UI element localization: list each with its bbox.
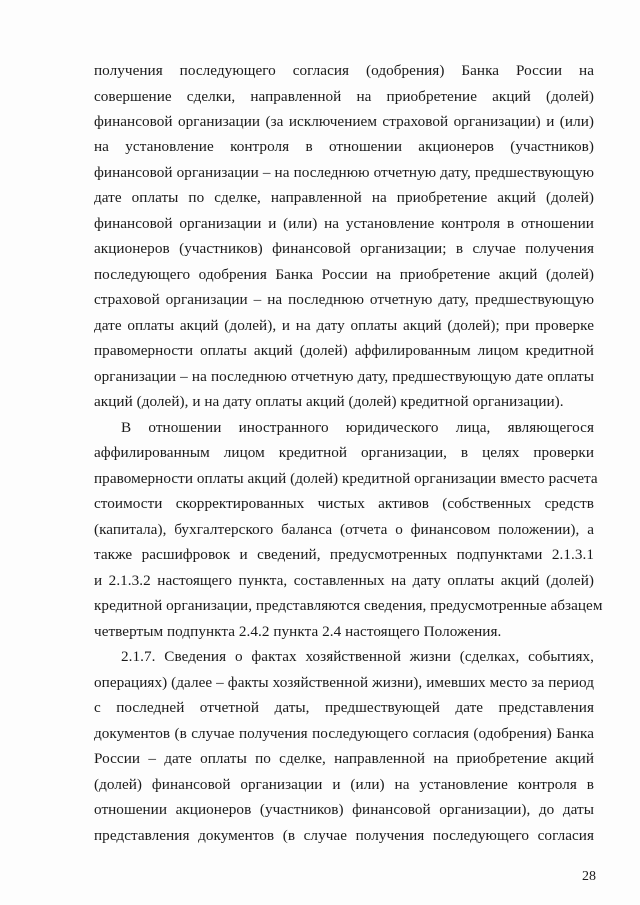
- text-line: акционеров (участников) финансовой организации; в случае получения: [94, 240, 594, 257]
- text-line: финансовой организации – на последнюю отчетную дату, предшествующую: [94, 164, 594, 181]
- text-line: страховой организации – на последнюю отчетную дату, предшествующую: [94, 291, 594, 308]
- text-line: (капитала), бухгалтерского баланса (отчета о финансовом положении), а: [94, 521, 594, 538]
- text-line: организации – на последнюю отчетную дату, предшествующую дате оплаты: [94, 368, 594, 385]
- paragraph-first-line: В отношении иностранного юридического лица, являющегося: [121, 419, 594, 436]
- text-line: и 2.1.3.2 настоящего пункта, составленных на дату оплаты акций (долей): [94, 572, 594, 589]
- paragraph-first-line: 2.1.7. Сведения о фактах хозяйственной жизни (сделках, событиях,: [121, 648, 594, 665]
- text-line: дате оплаты по сделке, направленной на приобретение акций (долей): [94, 189, 594, 206]
- text-line: стоимости скорректированных чистых активов (собственных средств: [94, 495, 594, 512]
- text-line: кредитной организации, представляются сведения, предусмотренные абзацем: [94, 597, 603, 614]
- text-line: акций (долей), и на дату оплаты акций (долей) кредитной организации).: [94, 393, 564, 410]
- text-line: дате оплаты акций (долей), и на дату оплаты акций (долей); при проверке: [94, 317, 594, 334]
- text-line: отношении акционеров (участников) финансовой организации), до даты: [94, 801, 594, 818]
- text-line: четвертым подпункта 2.4.2 пункта 2.4 настоящего Положения.: [94, 623, 502, 640]
- text-line: России – дате оплаты по сделке, направленной на приобретение акций: [94, 750, 594, 767]
- text-line: финансовой организации и (или) на установление контроля в отношении: [94, 215, 594, 232]
- text-line: финансовой организации (за исключением страховой организации) и (или): [94, 113, 594, 130]
- text-line: также расшифровок и сведений, предусмотренных подпунктами 2.1.3.1: [94, 546, 594, 563]
- text-line: с последней отчетной даты, предшествующей дате представления: [94, 699, 594, 716]
- text-line: правомерности оплаты акций (долей) кредитной организации вместо расчета: [94, 470, 598, 487]
- text-line: получения последующего согласия (одобрения) Банка России на: [94, 62, 594, 79]
- text-line: последующего одобрения Банка России на приобретение акций (долей): [94, 266, 594, 283]
- text-line: правомерности оплаты акций (долей) аффилированным лицом кредитной: [94, 342, 594, 359]
- text-line: на установление контроля в отношении акционеров (участников): [94, 138, 594, 155]
- text-line: документов (в случае получения последующего согласия (одобрения) Банка: [94, 725, 594, 742]
- text-line: аффилированным лицом кредитной организации, в целях проверки: [94, 444, 594, 461]
- text-line: операциях) (далее – факты хозяйственной жизни), имевших место за период: [94, 674, 594, 691]
- text-line: совершение сделки, направленной на приобретение акций (долей): [94, 88, 594, 105]
- text-line: представления документов (в случае получения последующего согласия: [94, 827, 594, 844]
- text-line: (долей) финансовой организации и (или) на установление контроля в: [94, 776, 594, 793]
- page-number: 28: [582, 869, 596, 884]
